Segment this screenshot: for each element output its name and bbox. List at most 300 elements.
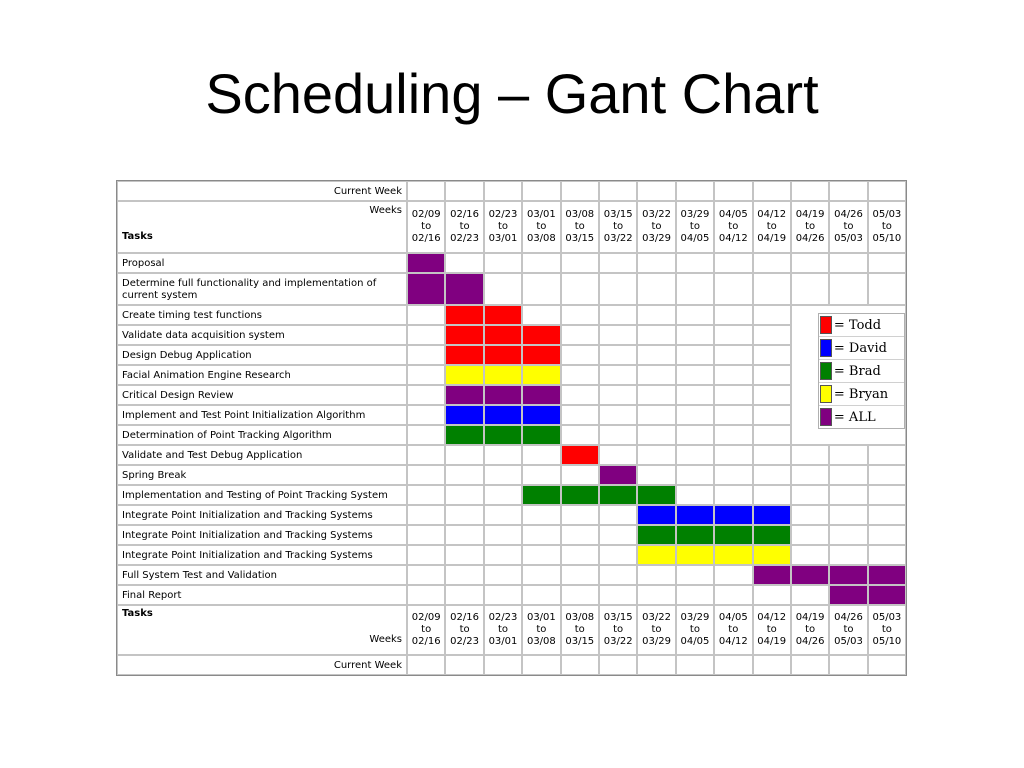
task-bar-green [714, 525, 752, 545]
task-row [117, 253, 906, 273]
schedule-cell [445, 445, 483, 465]
current-week-cell [522, 181, 560, 201]
task-row [117, 545, 906, 565]
task-row [117, 525, 906, 545]
task-row [117, 405, 906, 425]
schedule-cell [714, 305, 752, 325]
schedule-cell [714, 253, 752, 273]
week-from: 02/09 [411, 209, 441, 220]
schedule-cell [753, 325, 791, 345]
schedule-cell [714, 385, 752, 405]
color-legend [818, 313, 905, 429]
task-bar-purple [445, 273, 483, 305]
week-from: 04/26 [834, 209, 863, 220]
schedule-cell [561, 305, 599, 325]
schedule-cell [407, 325, 445, 345]
week-header-cell [484, 201, 522, 253]
task-name: Determination of Point Tracking Algorithm [117, 425, 407, 445]
schedule-cell [753, 365, 791, 385]
schedule-cell [753, 305, 791, 325]
schedule-cell [522, 465, 560, 485]
schedule-cell [714, 345, 752, 365]
schedule-cell [599, 305, 637, 325]
task-bar-red [445, 305, 483, 325]
schedule-cell [753, 585, 791, 605]
schedule-cell [445, 253, 483, 273]
current-week-cell [829, 181, 867, 201]
week-to-word: to [843, 624, 854, 635]
current-week-cell [599, 655, 637, 675]
schedule-cell [522, 545, 560, 565]
task-name: Facial Animation Engine Research [117, 365, 407, 385]
task-bar-purple [829, 585, 867, 605]
gantt-chart-table [116, 180, 907, 676]
schedule-cell [484, 565, 522, 585]
schedule-cell [599, 505, 637, 525]
week-from: 04/26 [834, 612, 863, 623]
schedule-cell [829, 505, 867, 525]
week-header-cell [791, 605, 829, 655]
schedule-cell [714, 365, 752, 385]
tasks-header-cell [117, 201, 407, 253]
schedule-cell [714, 325, 752, 345]
week-to: 03/29 [642, 636, 671, 647]
task-row [117, 485, 906, 505]
task-name: Validate and Test Debug Application [117, 445, 407, 465]
week-from: 04/19 [795, 612, 825, 623]
task-bar-purple [407, 253, 445, 273]
legend-swatch [820, 362, 832, 380]
legend-item [819, 383, 904, 406]
task-name: Critical Design Review [117, 385, 407, 405]
current-week-row [117, 181, 906, 201]
legend-swatch [820, 316, 832, 334]
task-bar-red [561, 445, 599, 465]
task-row [117, 565, 906, 585]
legend-label: = Bryan [833, 386, 889, 402]
schedule-cell [868, 545, 906, 565]
week-to: 04/26 [795, 233, 825, 244]
week-to: 03/22 [603, 233, 633, 244]
schedule-cell [868, 253, 906, 273]
schedule-cell [637, 465, 675, 485]
task-row [117, 345, 906, 365]
schedule-cell [522, 445, 560, 465]
schedule-cell [445, 525, 483, 545]
weeks-header-row [117, 201, 906, 253]
task-bar-yellow [522, 365, 560, 385]
week-to: 03/08 [526, 233, 556, 244]
tasks-label: Tasks [122, 231, 153, 242]
task-name: Full System Test and Validation [117, 565, 407, 585]
week-to-word: to [459, 624, 470, 635]
schedule-cell [484, 445, 522, 465]
schedule-cell [561, 345, 599, 365]
tasks-footer-cell [117, 605, 407, 655]
current-week-cell [407, 181, 445, 201]
task-row [117, 585, 906, 605]
schedule-cell [561, 405, 599, 425]
legend-item [819, 406, 904, 428]
schedule-cell [829, 485, 867, 505]
schedule-cell [407, 485, 445, 505]
week-from: 03/29 [680, 612, 710, 623]
week-header-cell [868, 201, 906, 253]
schedule-cell [753, 345, 791, 365]
week-header-cell [753, 605, 791, 655]
schedule-cell [407, 345, 445, 365]
slide-title: Scheduling – Gant Chart [205, 62, 819, 125]
task-bar-blue [522, 405, 560, 425]
schedule-cell [561, 465, 599, 485]
week-to-word: to [689, 221, 700, 232]
week-from: 02/09 [411, 612, 441, 623]
current-week-cell [753, 655, 791, 675]
task-bar-blue [676, 505, 714, 525]
task-bar-yellow [753, 545, 791, 565]
current-week-cell [407, 655, 445, 675]
week-header-cell [561, 605, 599, 655]
task-bar-blue [753, 505, 791, 525]
week-to-word: to [536, 624, 547, 635]
week-to: 05/03 [834, 636, 863, 647]
week-to-word: to [689, 624, 700, 635]
week-to: 02/23 [450, 636, 479, 647]
task-row [117, 273, 906, 305]
week-from: 04/12 [757, 612, 787, 623]
week-from: 04/05 [718, 209, 748, 220]
schedule-cell [829, 253, 867, 273]
schedule-cell [714, 445, 752, 465]
week-from: 05/03 [872, 209, 902, 220]
task-bar-red [522, 325, 560, 345]
schedule-cell [407, 545, 445, 565]
schedule-cell [407, 305, 445, 325]
task-bar-purple [522, 385, 560, 405]
task-bar-green [599, 485, 637, 505]
week-to-word: to [574, 221, 585, 232]
task-bar-blue [484, 405, 522, 425]
schedule-cell [868, 505, 906, 525]
task-bar-blue [445, 405, 483, 425]
task-row [117, 385, 906, 405]
current-week-cell [676, 655, 714, 675]
schedule-cell [753, 385, 791, 405]
schedule-cell [637, 325, 675, 345]
week-to-word: to [421, 221, 432, 232]
week-to: 02/16 [411, 233, 441, 244]
schedule-cell [484, 545, 522, 565]
week-header-cell [714, 605, 752, 655]
task-name: Integrate Point Initialization and Tracking Systems [117, 505, 407, 525]
schedule-cell [753, 445, 791, 465]
week-to: 04/19 [757, 636, 787, 647]
task-bar-yellow [676, 545, 714, 565]
task-bar-green [637, 525, 675, 545]
schedule-cell [599, 365, 637, 385]
week-to: 05/10 [872, 233, 902, 244]
week-header-cell [676, 605, 714, 655]
schedule-cell [791, 253, 829, 273]
current-week-cell [484, 655, 522, 675]
schedule-cell [522, 525, 560, 545]
task-bar-green [522, 485, 560, 505]
schedule-cell [407, 445, 445, 465]
weeks-label: Weeks [369, 634, 402, 645]
week-header-cell [637, 201, 675, 253]
schedule-cell [522, 253, 560, 273]
task-name: Proposal [117, 253, 407, 273]
week-to-word: to [728, 624, 739, 635]
legend-item [819, 337, 904, 360]
current-week-cell [714, 181, 752, 201]
schedule-cell [753, 485, 791, 505]
schedule-cell [714, 585, 752, 605]
schedule-cell [714, 485, 752, 505]
task-bar-red [484, 345, 522, 365]
task-bar-yellow [484, 365, 522, 385]
schedule-cell [676, 305, 714, 325]
week-to: 04/12 [718, 233, 748, 244]
schedule-cell [829, 525, 867, 545]
task-bar-red [522, 345, 560, 365]
schedule-cell [676, 445, 714, 465]
week-to: 05/10 [872, 636, 902, 647]
schedule-cell [676, 325, 714, 345]
schedule-cell [522, 273, 560, 305]
week-to-word: to [766, 624, 777, 635]
schedule-cell [637, 445, 675, 465]
schedule-cell [637, 305, 675, 325]
schedule-cell [561, 425, 599, 445]
schedule-cell [599, 325, 637, 345]
schedule-cell [561, 385, 599, 405]
week-header-cell [791, 201, 829, 253]
schedule-cell [676, 565, 714, 585]
schedule-cell [599, 405, 637, 425]
task-bar-purple [829, 565, 867, 585]
week-to: 05/03 [834, 233, 863, 244]
schedule-cell [407, 565, 445, 585]
schedule-cell [561, 365, 599, 385]
week-to: 03/22 [603, 636, 633, 647]
schedule-cell [484, 485, 522, 505]
current-week-cell [637, 181, 675, 201]
task-row [117, 465, 906, 485]
schedule-cell [829, 465, 867, 485]
schedule-cell [561, 585, 599, 605]
week-to: 03/15 [565, 636, 595, 647]
schedule-cell [407, 465, 445, 485]
current-week-cell [561, 181, 599, 201]
schedule-cell [599, 525, 637, 545]
week-to-word: to [613, 624, 624, 635]
schedule-cell [561, 325, 599, 345]
week-to: 03/01 [488, 233, 518, 244]
current-week-cell [676, 181, 714, 201]
task-row [117, 305, 906, 325]
schedule-cell [791, 273, 829, 305]
legend-cell [791, 305, 906, 445]
schedule-cell [829, 545, 867, 565]
current-week-label: Current Week [117, 655, 407, 675]
week-header-cell [753, 201, 791, 253]
schedule-cell [445, 485, 483, 505]
current-week-cell [868, 655, 906, 675]
week-to-word: to [651, 221, 662, 232]
task-name: Design Debug Application [117, 345, 407, 365]
week-from: 03/15 [603, 612, 633, 623]
schedule-cell [829, 445, 867, 465]
week-from: 04/05 [718, 612, 748, 623]
schedule-cell [676, 365, 714, 385]
schedule-cell [637, 345, 675, 365]
task-bar-purple [868, 565, 906, 585]
week-to: 03/08 [526, 636, 556, 647]
schedule-cell [753, 425, 791, 445]
current-week-row [117, 655, 906, 675]
current-week-cell [753, 181, 791, 201]
schedule-cell [599, 545, 637, 565]
task-bar-green [753, 525, 791, 545]
schedule-cell [561, 273, 599, 305]
week-to-word: to [459, 221, 470, 232]
week-from: 03/22 [642, 612, 671, 623]
week-to: 04/05 [680, 636, 710, 647]
week-from: 03/08 [565, 612, 595, 623]
task-bar-yellow [445, 365, 483, 385]
schedule-cell [407, 525, 445, 545]
week-from: 02/16 [450, 612, 479, 623]
schedule-cell [637, 565, 675, 585]
current-week-cell [445, 655, 483, 675]
current-week-cell [791, 181, 829, 201]
task-bar-yellow [637, 545, 675, 565]
schedule-cell [868, 465, 906, 485]
legend-label: = Brad [833, 363, 881, 379]
schedule-cell [753, 273, 791, 305]
schedule-cell [445, 585, 483, 605]
week-header-cell [445, 605, 483, 655]
schedule-cell [868, 485, 906, 505]
schedule-cell [676, 273, 714, 305]
week-from: 03/29 [680, 209, 710, 220]
week-to: 03/15 [565, 233, 595, 244]
schedule-cell [407, 585, 445, 605]
schedule-cell [676, 345, 714, 365]
week-from: 03/01 [526, 209, 556, 220]
schedule-cell [445, 505, 483, 525]
schedule-cell [637, 385, 675, 405]
schedule-cell [791, 485, 829, 505]
schedule-cell [714, 465, 752, 485]
schedule-cell [445, 465, 483, 485]
week-header-cell [599, 605, 637, 655]
week-to-word: to [843, 221, 854, 232]
legend-swatch [820, 408, 832, 426]
week-header-cell [829, 605, 867, 655]
week-to-word: to [728, 221, 739, 232]
week-header-cell [407, 605, 445, 655]
schedule-cell [676, 425, 714, 445]
week-to-word: to [805, 624, 816, 635]
schedule-cell [484, 253, 522, 273]
week-to-word: to [421, 624, 432, 635]
schedule-cell [561, 565, 599, 585]
task-row [117, 445, 906, 465]
week-header-cell [522, 201, 560, 253]
task-bar-purple [599, 465, 637, 485]
week-to-word: to [497, 624, 508, 635]
week-header-cell [599, 201, 637, 253]
task-bar-green [522, 425, 560, 445]
schedule-cell [599, 425, 637, 445]
schedule-cell [445, 545, 483, 565]
schedule-cell [714, 405, 752, 425]
schedule-cell [791, 465, 829, 485]
schedule-cell [522, 305, 560, 325]
schedule-cell [676, 385, 714, 405]
task-bar-red [445, 325, 483, 345]
task-bar-yellow [714, 545, 752, 565]
week-header-cell [522, 605, 560, 655]
week-to-word: to [766, 221, 777, 232]
current-week-cell [599, 181, 637, 201]
current-week-label: Current Week [117, 181, 407, 201]
schedule-cell [522, 585, 560, 605]
week-header-cell [829, 201, 867, 253]
week-header-cell [561, 201, 599, 253]
schedule-cell [637, 253, 675, 273]
schedule-cell [599, 565, 637, 585]
schedule-cell [637, 405, 675, 425]
task-name: Implement and Test Point Initialization Algorithm [117, 405, 407, 425]
schedule-cell [753, 405, 791, 425]
task-row [117, 365, 906, 385]
week-from: 04/12 [757, 209, 787, 220]
week-to-word: to [881, 221, 892, 232]
schedule-cell [753, 253, 791, 273]
current-week-cell [868, 181, 906, 201]
schedule-cell [407, 365, 445, 385]
task-name: Validate data acquisition system [117, 325, 407, 345]
task-row [117, 425, 906, 445]
schedule-cell [561, 525, 599, 545]
schedule-cell [637, 365, 675, 385]
schedule-cell [791, 525, 829, 545]
task-bar-green [561, 485, 599, 505]
task-bar-green [637, 485, 675, 505]
task-bar-purple [868, 585, 906, 605]
schedule-cell [599, 345, 637, 365]
week-to-word: to [805, 221, 816, 232]
current-week-cell [829, 655, 867, 675]
task-bar-purple [484, 385, 522, 405]
schedule-cell [868, 445, 906, 465]
week-to: 02/23 [450, 233, 479, 244]
schedule-cell [484, 505, 522, 525]
schedule-cell [714, 273, 752, 305]
week-to-word: to [651, 624, 662, 635]
task-bar-purple [791, 565, 829, 585]
schedule-cell [676, 585, 714, 605]
schedule-cell [484, 465, 522, 485]
week-to: 03/29 [642, 233, 671, 244]
schedule-cell [484, 585, 522, 605]
week-to: 02/16 [411, 636, 441, 647]
task-name: Determine full functionality and implementation of current system [117, 273, 407, 305]
week-to-word: to [881, 624, 892, 635]
